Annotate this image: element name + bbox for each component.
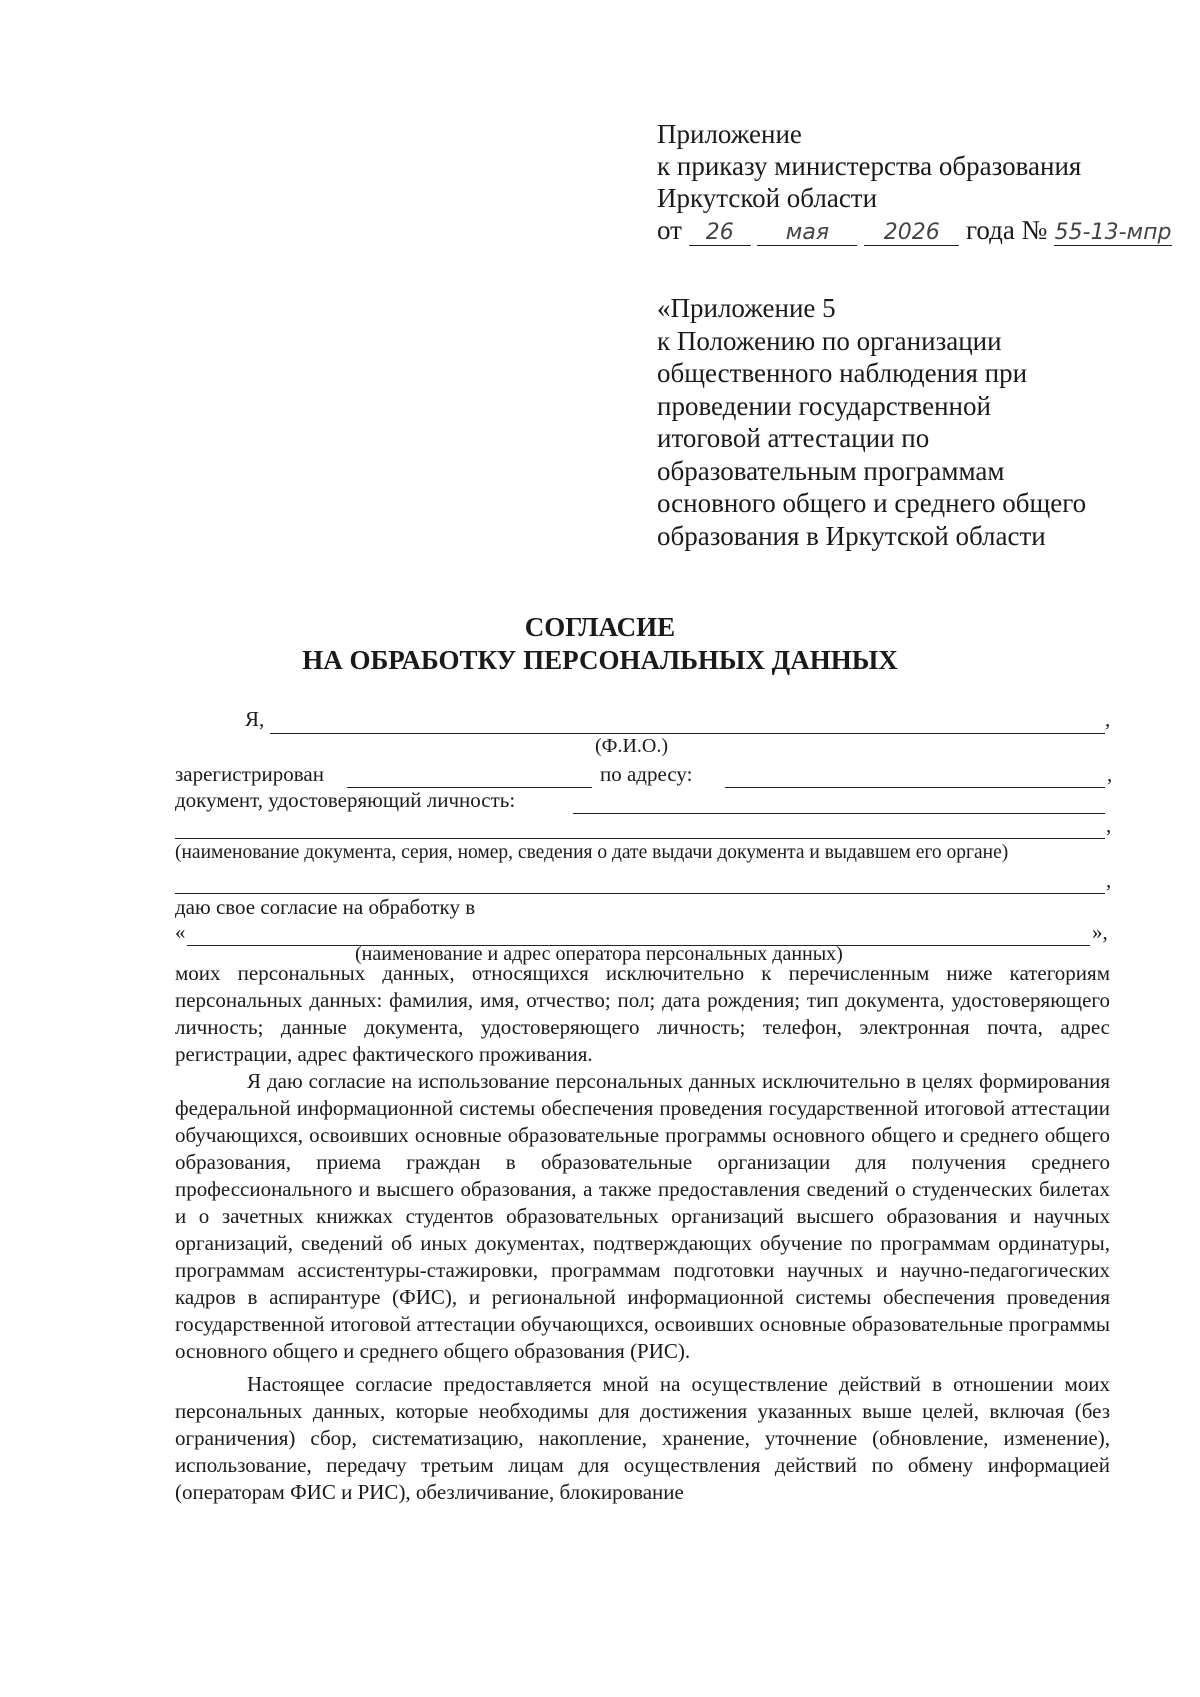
registered-label: зарегистрирован [175, 762, 324, 786]
appendix5-line-3: общественного наблюдения при [657, 358, 1028, 388]
body-paragraph-1: моих персональных данных, относящихся исключительно к перечисленным ниже категориям персональных данных: фамилия, имя, отчество; пол; дата рождения; тип документа, удостоверяющего личность; данные документа, удостоверяющего личность; телефон, электронная почта, адрес регистрации, адрес фактического проживания. [175, 961, 1110, 1066]
appendix5-line-2: к Положению по организации [657, 325, 1002, 356]
from-label: от [657, 215, 682, 245]
appendix5-line-7: основного общего и среднего общего [657, 488, 1087, 518]
appendix5-block [657, 292, 1177, 552]
operator-caption: (наименование и адрес оператора персональных данных) [355, 943, 843, 965]
close-quote: », [1092, 920, 1108, 944]
consent-label: даю свое согласие на обработку в [175, 895, 476, 919]
document-field-line-3[interactable] [175, 893, 1105, 894]
appendix5-line-5: итоговой аттестации по [657, 423, 930, 453]
document-caption: (наименование документа, серия, номер, сведения о дате выдачи документа и выдавшем его органе) [175, 842, 1009, 863]
appendix-line-3: Иркутской области [657, 183, 878, 213]
order-date-line [657, 214, 1177, 246]
appendix5-line-1: «Приложение 5 [657, 293, 836, 323]
appendix5-line-8: образования в Иркутской области [657, 520, 1046, 551]
document-line-3-comma: , [1106, 868, 1112, 892]
address-field[interactable] [725, 787, 1105, 788]
appendix5-line-4: проведении государственной [657, 390, 991, 421]
fio-caption: (Ф.И.О.) [595, 735, 669, 757]
order-number: 55-13-мпр [1054, 220, 1172, 245]
document-line-2-comma: , [1106, 813, 1112, 837]
body-paragraph-3: Настоящее согласие предоставляется мной на осуществление действий в отношении моих персональных данных, которые необходимы для достижения указанных выше целей, включая (без ограничения) сбор, систематизацию, накопление, хранение, уточнение (обновление, изменение), использование, передачу третьим лицам для осуществления действий по обмену информацией (операторам ФИС и РИС), обезличивание, блокирование [175, 1372, 1110, 1504]
appendix-line-2: к приказу министерства образования [657, 151, 1082, 181]
appendix-line-1: Приложение [657, 119, 802, 149]
document-field[interactable] [573, 813, 1105, 814]
appendix-header [657, 118, 1177, 246]
document-title: СОГЛАСИЕ [524, 612, 676, 642]
body-paragraph-2: Я даю согласие на использование персональных данных исключительно в целях формирования федеральной информационной системы обеспечения проведения государственной итоговой аттестации обучающихся, освоивших основные образовательные программы основного общего и среднего общего образования, приема граждан в образовательные организации для получения среднего профессионального и высшего образования, а также предоставления сведений о студенческих билетах и о зачетных книжках студентов образовательных организаций высшего образования и научных организаций, сведений об иных документах, подтверждающих обучение по программам ординатуры, программам ассистентуры-стажировки, программам подготовки научных и научно-педагогических кадров в аспирантуре (ФИС), и региональной информационной системы обеспечения проведения государственной итоговой аттестации обучающихся, освоивших основные образовательные программы основного общего и среднего общего образования (РИС). [175, 1069, 1110, 1363]
document-field-line-2[interactable] [175, 838, 1105, 839]
fio-field[interactable] [270, 733, 1105, 734]
i-label: Я, [245, 707, 265, 731]
consent-body [175, 960, 1110, 1506]
document-subtitle: НА ОБРАБОТКУ ПЕРСОНАЛЬНЫХ ДАННЫХ [302, 645, 898, 675]
fio-comma: , [1105, 707, 1111, 731]
address-comma: , [1107, 762, 1113, 786]
document-label: документ, удостоверяющий личность: [175, 788, 516, 812]
open-quote: « [175, 920, 186, 944]
order-date-day: 26 [689, 221, 751, 246]
address-label: по адресу: [600, 762, 693, 786]
appendix5-line-6: образовательным программам [657, 455, 1005, 486]
order-date-year: 2026 [864, 221, 959, 246]
order-date-month: мая [757, 221, 857, 246]
year-number-label: года № [965, 215, 1048, 245]
